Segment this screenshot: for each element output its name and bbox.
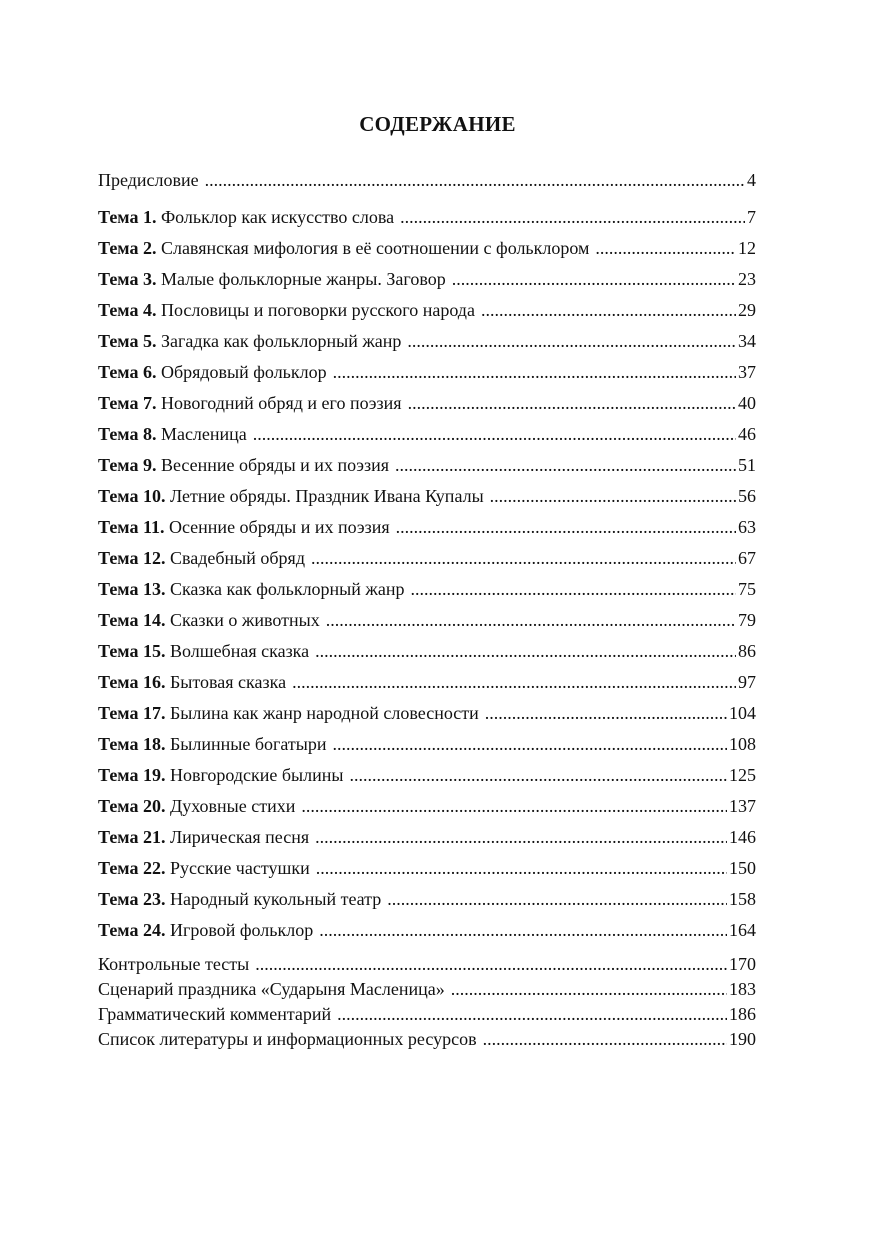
toc-entry-page: 164 [729, 920, 756, 940]
toc-entry-page: 108 [729, 734, 756, 754]
topic-number: Тема 1. [98, 207, 157, 227]
topic-title: Духовные стихи [169, 796, 296, 816]
topic-number: Тема 14. [98, 610, 166, 630]
toc-entry-topic-10[interactable] [98, 486, 756, 517]
topic-number: Тема 22. [98, 858, 166, 878]
topic-number: Тема 13. [98, 579, 166, 599]
toc-entry-appendix-1[interactable] [98, 954, 756, 979]
dot-leader [595, 238, 736, 259]
dot-leader [301, 796, 727, 817]
toc-entry-page: 137 [729, 796, 756, 816]
toc-entry-page: 51 [738, 455, 756, 475]
topic-title: Русские частушки [169, 858, 310, 878]
toc-entry-page: 46 [738, 424, 756, 444]
toc-entry-topic-19[interactable] [98, 765, 756, 796]
topic-number: Тема 16. [98, 672, 166, 692]
toc-entry-label [98, 207, 394, 228]
toc-entry-topic-21[interactable] [98, 827, 756, 858]
dot-leader [319, 920, 727, 941]
toc-entry-page: 183 [729, 979, 756, 999]
topic-title: Сказки о животных [169, 610, 320, 630]
toc-entry-label [98, 393, 402, 414]
topic-title: Народный кукольный театр [169, 889, 382, 909]
topic-number: Тема 17. [98, 703, 166, 723]
topic-number: Тема 3. [98, 269, 157, 289]
toc-entry-page: 97 [738, 672, 756, 692]
toc-entry-topic-3[interactable] [98, 269, 756, 300]
page-title: СОДЕРЖАНИЕ [359, 112, 516, 136]
toc-entry-label [98, 827, 309, 848]
dot-leader [485, 703, 727, 724]
topic-number: Тема 24. [98, 920, 166, 940]
toc-entry-topic-14[interactable] [98, 610, 756, 641]
topic-title: Обрядовый фольклор [160, 362, 327, 382]
toc-entry-label [98, 610, 320, 631]
toc-entry-topic-23[interactable] [98, 889, 756, 920]
topic-number: Тема 12. [98, 548, 166, 568]
toc-entry-page: 37 [738, 362, 756, 382]
toc-entry-page: 63 [738, 517, 756, 537]
toc-entry-label [98, 641, 309, 662]
dot-leader [407, 331, 736, 352]
dot-leader [315, 641, 736, 662]
toc-entry-label [98, 796, 295, 817]
toc-entry-page: 7 [747, 207, 756, 227]
topic-title: Новогодний обряд и его поэзия [160, 393, 402, 413]
toc-entry-topic-9[interactable] [98, 455, 756, 486]
dot-leader [452, 269, 736, 290]
topic-number: Тема 19. [98, 765, 166, 785]
dot-leader [349, 765, 727, 786]
topic-title: Фольклор как искусство слова [160, 207, 395, 227]
dot-leader [316, 858, 727, 879]
toc-entry-page: 86 [738, 641, 756, 661]
toc-entry-page: 29 [738, 300, 756, 320]
toc-entry-label [98, 548, 305, 569]
dot-leader [205, 170, 745, 191]
toc-entry-label: Список литературы и информационных ресурсов [98, 1029, 477, 1049]
dot-leader [253, 424, 736, 445]
toc-entry-label: Сценарий праздника «Сударыня Масленица» [98, 979, 445, 999]
toc-entry-page: 146 [729, 827, 756, 847]
topic-number: Тема 18. [98, 734, 166, 754]
dot-leader [292, 672, 736, 693]
topic-title: Лирическая песня [169, 827, 310, 847]
toc-entry-page: 12 [738, 238, 756, 258]
toc-topics-section [98, 207, 756, 951]
toc-entry-topic-11[interactable] [98, 517, 756, 548]
topic-title: Загадка как фольклорный жанр [160, 331, 402, 351]
topic-title: Славянская мифология в её соотношении с фольклором [160, 238, 590, 258]
toc-entry-topic-17[interactable] [98, 703, 756, 734]
toc-entry-label [98, 362, 327, 383]
toc-entry-label [98, 424, 247, 445]
topic-title: Игровой фольклор [169, 920, 314, 940]
toc-entry-page: 67 [738, 548, 756, 568]
toc-entry-topic-6[interactable] [98, 362, 756, 393]
dot-leader [408, 393, 736, 414]
toc-entry-label: Контрольные тесты [98, 954, 250, 974]
toc-preface-section [98, 170, 756, 191]
topic-title: Малые фольклорные жанры. Заговор [160, 269, 446, 289]
toc-entry-topic-2[interactable] [98, 238, 756, 269]
toc-entry-label [98, 672, 286, 693]
toc-entry-topic-5[interactable] [98, 331, 756, 362]
toc-entry-topic-22[interactable] [98, 858, 756, 889]
dot-leader [483, 1029, 727, 1050]
toc-entry-label: Предисловие [98, 170, 199, 190]
dot-leader [311, 548, 736, 569]
toc-entry-page: 75 [738, 579, 756, 599]
topic-title: Весенние обряды и их поэзия [160, 455, 390, 475]
dot-leader [387, 889, 727, 910]
toc-entry-topic-7[interactable] [98, 393, 756, 424]
toc-entry-page: 40 [738, 393, 756, 413]
dot-leader [326, 610, 736, 631]
toc-entry-page: 170 [729, 954, 756, 974]
toc-entry-topic-18[interactable] [98, 734, 756, 765]
toc-entry-page: 104 [729, 703, 756, 723]
topic-title: Свадебный обряд [169, 548, 305, 568]
toc-entry-topic-24[interactable] [98, 920, 756, 951]
dot-leader [333, 362, 736, 383]
topic-number: Тема 15. [98, 641, 166, 661]
topic-title: Осенние обряды и их поэзия [168, 517, 390, 537]
dot-leader [490, 486, 736, 507]
toc-entry-topic-20[interactable] [98, 796, 756, 827]
toc-entry-page: 79 [738, 610, 756, 630]
dot-leader [255, 954, 727, 975]
toc-entry-page: 125 [729, 765, 756, 785]
toc-entry-label [98, 238, 589, 259]
dot-leader [337, 1004, 727, 1025]
toc-entry-label [98, 703, 479, 724]
toc-entry-page: 34 [738, 331, 756, 351]
toc-entry-page: 23 [738, 269, 756, 289]
toc-entry-label [98, 920, 313, 941]
dot-leader [451, 979, 727, 1000]
topic-title: Бытовая сказка [169, 672, 287, 692]
dot-leader [481, 300, 736, 321]
topic-number: Тема 7. [98, 393, 157, 413]
topic-number: Тема 9. [98, 455, 157, 475]
toc-entry-label [98, 269, 446, 290]
toc-entry-topic-12[interactable] [98, 548, 756, 579]
topic-number: Тема 21. [98, 827, 166, 847]
toc-entry-appendix-3[interactable] [98, 1004, 756, 1029]
toc-entry-page: 190 [729, 1029, 756, 1049]
toc-entry-topic-8[interactable] [98, 424, 756, 455]
toc-entry-label [98, 858, 310, 879]
toc-entry-appendix-4[interactable] [98, 1029, 756, 1054]
topic-number: Тема 20. [98, 796, 166, 816]
toc-entry-page: 4 [747, 170, 756, 190]
toc-entry-topic-1[interactable] [98, 207, 756, 238]
toc-entry-label [98, 517, 390, 538]
toc-entry-label [98, 765, 343, 786]
toc-appendix-section [98, 954, 756, 1054]
toc-entry-label [98, 486, 484, 507]
topic-number: Тема 6. [98, 362, 157, 382]
toc-entry-page: 186 [729, 1004, 756, 1024]
toc-entry-label [98, 331, 401, 352]
toc-entry-topic-16[interactable] [98, 672, 756, 703]
toc-entry-label: Грамматический комментарий [98, 1004, 332, 1024]
toc-entry-topic-13[interactable] [98, 579, 756, 610]
dot-leader [395, 455, 736, 476]
toc-entry-page: 150 [729, 858, 756, 878]
topic-number: Тема 5. [98, 331, 157, 351]
toc-entry-appendix-2[interactable] [98, 979, 756, 1004]
dot-leader [410, 579, 736, 600]
toc-entry-label [98, 579, 404, 600]
topic-title: Масленица [160, 424, 247, 444]
toc-entry-topic-4[interactable] [98, 300, 756, 331]
topic-title: Сказка как фольклорный жанр [169, 579, 405, 599]
toc-entry-page: 158 [729, 889, 756, 909]
topic-number: Тема 8. [98, 424, 157, 444]
toc-entry-topic-15[interactable] [98, 641, 756, 672]
toc-entry-preface[interactable] [98, 170, 756, 191]
topic-title: Волшебная сказка [169, 641, 310, 661]
toc-entry-label [98, 734, 327, 755]
dot-leader [315, 827, 727, 848]
topic-number: Тема 2. [98, 238, 157, 258]
dot-leader [396, 517, 736, 538]
topic-title: Летние обряды. Праздник Ивана Купалы [169, 486, 484, 506]
toc-entry-label [98, 455, 389, 476]
toc-entry-label [98, 889, 381, 910]
topic-title: Былина как жанр народной словесности [169, 703, 479, 723]
toc-entry-page: 56 [738, 486, 756, 506]
topic-number: Тема 10. [98, 486, 166, 506]
topic-number: Тема 4. [98, 300, 157, 320]
topic-number: Тема 23. [98, 889, 166, 909]
dot-leader [400, 207, 745, 228]
dot-leader [333, 734, 727, 755]
topic-title: Былинные богатыри [169, 734, 327, 754]
topic-title: Пословицы и поговорки русского народа [160, 300, 475, 320]
toc-entry-label [98, 300, 475, 321]
topic-number: Тема 11. [98, 517, 165, 537]
topic-title: Новгородские былины [169, 765, 344, 785]
